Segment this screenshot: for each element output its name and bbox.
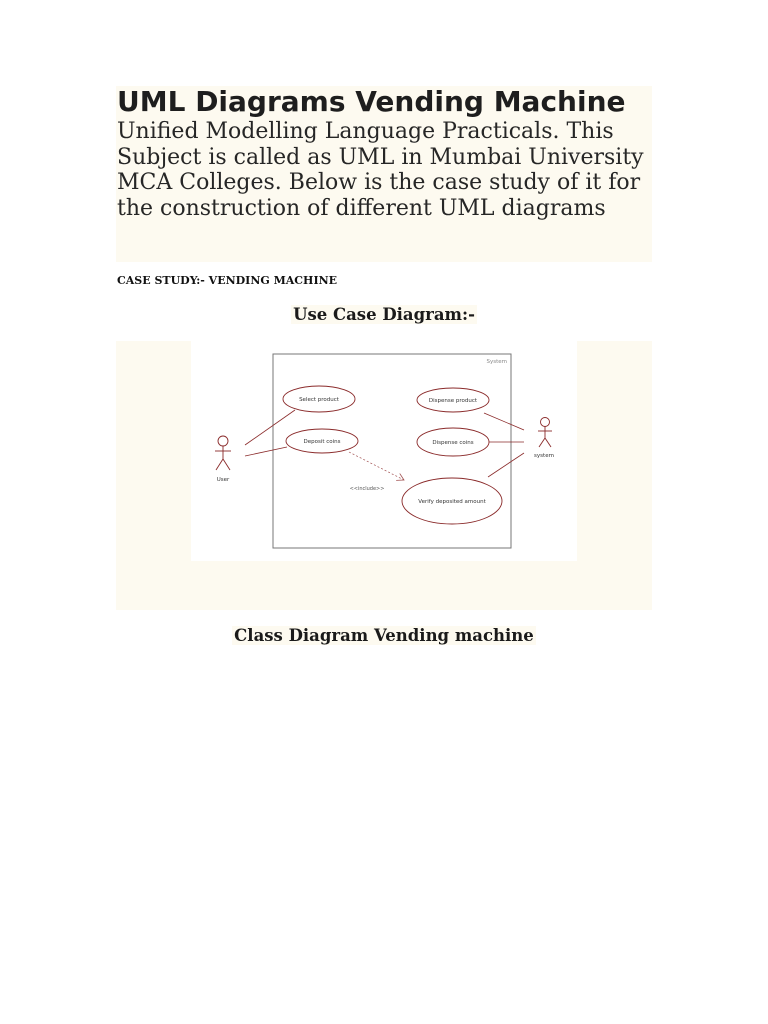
system-actor <box>538 418 552 448</box>
system-actor-label: system <box>534 453 554 459</box>
use-case-heading <box>0 305 768 324</box>
use-case-heading-text: Use Case Diagram:- <box>293 305 475 324</box>
user-actor-label: User <box>216 477 230 483</box>
use-case-diagram-svg <box>191 341 577 561</box>
include-arrow <box>349 452 404 480</box>
assoc-system-verify <box>488 453 524 477</box>
intro-paragraph: Unified Modelling Language Practicals. This Subject is called as UML in Mumbai University MCA Colleges. Below is the case study of it for the construction of different UML diagrams <box>117 119 644 221</box>
user-actor <box>215 436 231 470</box>
class-diagram-heading-text: Class Diagram Vending machine <box>234 626 534 645</box>
assoc-user-deposit <box>245 447 287 456</box>
use-case-diagram <box>191 341 577 561</box>
system-boundary-label: System <box>486 359 507 365</box>
use-case-dispense-coins-label: Dispense coins <box>432 440 474 446</box>
assoc-system-dispense-product <box>484 413 524 430</box>
use-case-select-product-label: Select product <box>299 397 339 403</box>
class-diagram-heading <box>0 626 768 645</box>
use-case-verify-amount <box>402 478 502 524</box>
use-case-dispense-coins <box>417 428 489 456</box>
use-case-deposit-coins <box>286 429 358 453</box>
use-case-dispense-product <box>417 388 489 412</box>
use-case-deposit-coins-label: Deposit coins <box>303 439 341 445</box>
case-study-label: CASE STUDY:- VENDING MACHINE <box>117 274 338 287</box>
page-title: UML Diagrams Vending Machine <box>117 85 626 118</box>
use-case-verify-amount-label: Verify deposited amount <box>418 499 486 505</box>
use-case-dispense-product-label: Dispense product <box>428 398 478 404</box>
use-case-select-product <box>283 386 355 412</box>
include-label: <<include>> <box>349 486 385 492</box>
